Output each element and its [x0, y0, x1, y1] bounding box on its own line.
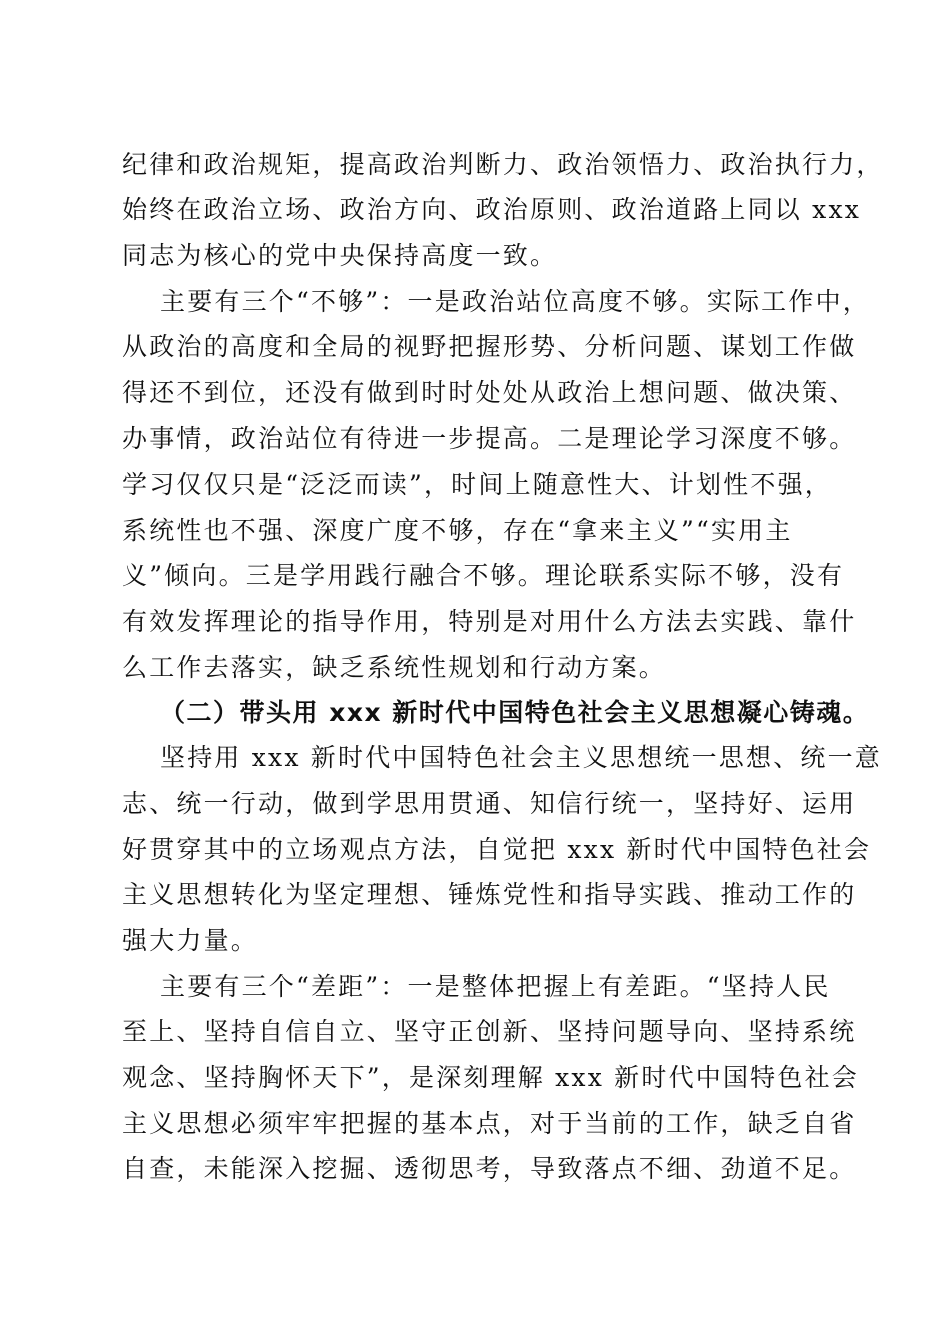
- text-line: 强大力量。: [122, 926, 259, 955]
- text-line: 主义思想转化为坚定理想、锤炼党性和指导实践、推动工作的: [122, 880, 857, 909]
- text-line: 志、统一行动，做到学思用贯通、知信行统一，坚持好、运用: [122, 789, 857, 818]
- text-line: 有效发挥理论的指导作用，特别是对用什么方法去实践、靠什: [122, 607, 857, 636]
- paragraph-first-line: 坚持用 xxx 新时代中国特色社会主义思想统一思想、统一意: [160, 743, 882, 772]
- text-line: 么工作去落实，缺乏系统性规划和行动方案。: [122, 653, 667, 682]
- text-line: 主义思想必须牢牢把握的基本点，对于当前的工作，缺乏自省: [122, 1109, 857, 1138]
- text-line: 办事情，政治站位有待进一步提高。二是理论学习深度不够。: [122, 424, 857, 453]
- text-line: 纪律和政治规矩，提高政治判断力、政治领悟力、政治执行力，: [122, 150, 884, 179]
- text-line: 好贯穿其中的立场观点方法，自觉把 xxx 新时代中国特色社会: [122, 835, 872, 864]
- text-line: 从政治的高度和全局的视野把握形势、分析问题、谋划工作做: [122, 332, 857, 361]
- section-heading: （二）带头用 xxx 新时代中国特色社会主义思想凝心铸魂。: [160, 698, 870, 727]
- text-line: 同志为核心的党中央保持高度一致。: [122, 241, 558, 270]
- text-line: 至上、坚持自信自立、坚守正创新、坚持问题导向、坚持系统: [122, 1017, 857, 1046]
- text-line: 义”倾向。三是学用践行融合不够。理论联系实际不够，没有: [122, 561, 845, 590]
- paragraph-first-line: 主要有三个“不够”：一是政治站位高度不够。实际工作中，: [160, 287, 870, 316]
- text-line: 始终在政治立场、政治方向、政治原则、政治道路上同以 xxx: [122, 195, 862, 224]
- text-line: 观念、坚持胸怀天下”，是深刻理解 xxx 新时代中国特色社会: [122, 1063, 859, 1092]
- paragraph-first-line: 主要有三个“差距”：一是整体把握上有差距。“坚持人民: [160, 972, 831, 1001]
- text-line: 系统性也不强、深度广度不够，存在“拿来主义”“实用主: [122, 516, 793, 545]
- text-line: 学习仅仅只是“泛泛而读”，时间上随意性大、计划性不强，: [122, 470, 832, 499]
- text-line: 自查，未能深入挖掘、透彻思考，导致落点不细、劲道不足。: [122, 1154, 857, 1183]
- text-line: 得还不到位，还没有做到时时处处从政治上想问题、做决策、: [122, 378, 857, 407]
